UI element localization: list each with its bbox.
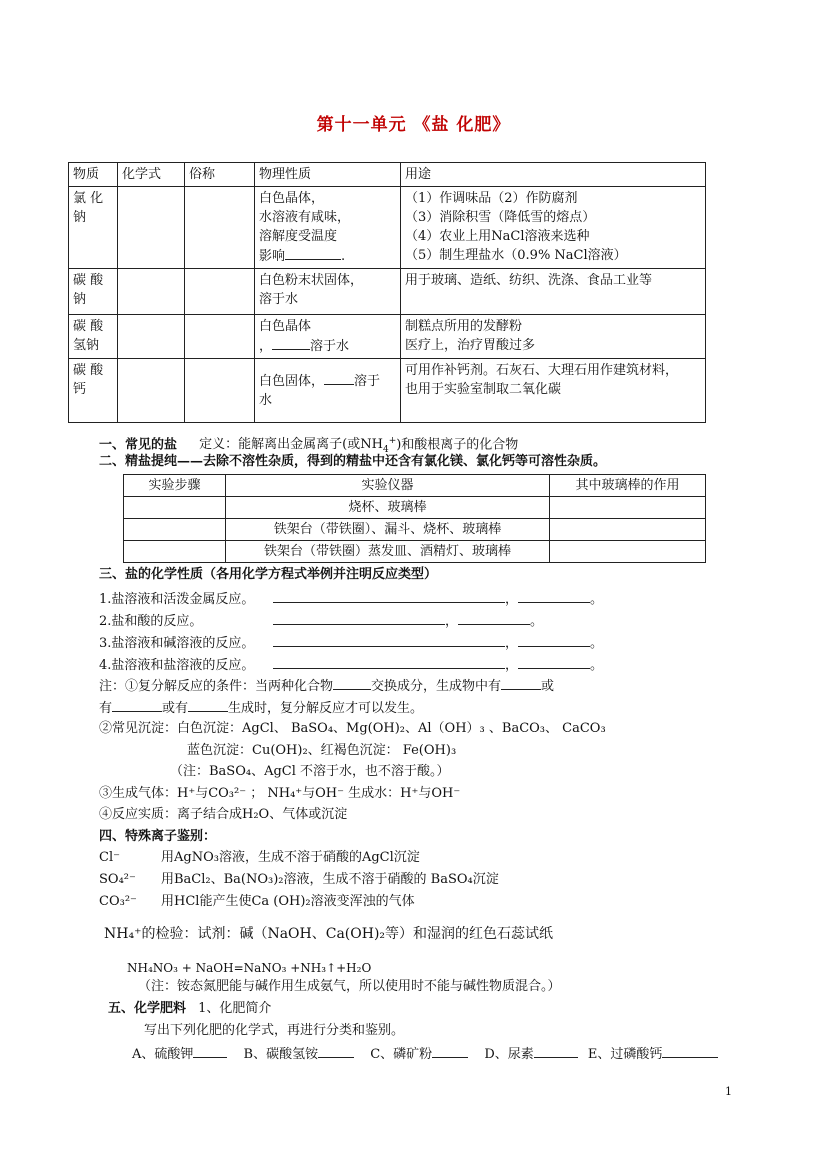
substance-cell: 氯 化钠 [69, 187, 118, 269]
ion-row: SO₄²⁻ 用BaCl₂、Ba(NO₃)₂溶液，生成不溶于硝酸的 BaSO₄沉淀 [99, 872, 499, 887]
header-cell: 物质 [69, 163, 118, 187]
rod-role-cell[interactable] [550, 541, 706, 563]
blank[interactable] [188, 698, 228, 712]
uses-cell: 用于玻璃、造纸、纺织、洗涤、食品工业等 [401, 269, 706, 315]
substance-cell: 碳 酸钙 [69, 359, 118, 423]
step-cell[interactable] [124, 497, 226, 519]
blank[interactable] [458, 611, 530, 625]
section-5-heading: 五、化学肥料 1、化肥简介 [108, 1001, 272, 1016]
section-2-heading: 二、精盐提纯——去除不溶性杂质，得到的精盐中还含有氯化镁、氯化钙等可溶性杂质。 [99, 454, 607, 469]
physical-cell: 白色晶体， 水溶液有咸味， 溶解度受温度 影响 . [255, 187, 401, 269]
table-row [69, 315, 706, 359]
step-cell[interactable] [124, 541, 226, 563]
blank[interactable] [534, 1044, 578, 1058]
substance-cell: 碳 酸钠 [69, 269, 118, 315]
ion-row: CO₃²⁻ 用HCl能产生使Ca (OH)₂溶液变浑浊的气体 [99, 894, 415, 909]
note-line-5: （注：BaSO₄、AgCl 不溶于水，也不溶于酸。） [170, 764, 450, 779]
fertilizer-intro: 写出下列化肥的化学式，再进行分类和鉴别。 [144, 1023, 405, 1038]
rod-role-cell[interactable] [550, 519, 706, 541]
note-line-1: 注：①复分解反应的条件：当两种化合物 交换成分，生成物中有 或 [99, 676, 554, 696]
table-row [124, 497, 706, 519]
uses-cell: （1）作调味品（2）作防腐剂 （3）消除积雪（降低雪的熔点） （4）农业上用NaCl溶液来选种 （5）制生理盐水（0.9% NaCl溶液） [401, 187, 706, 269]
apparatus-cell: 铁架台（带铁圈）蒸发皿、酒精灯、玻璃棒 [226, 541, 550, 563]
formula-cell[interactable] [118, 315, 185, 359]
reaction-equation: NH₄NO₃ + NaOH=NaNO₃ +NH₃↑+H₂O [127, 961, 372, 975]
physical-cell: 白色晶体 ， 溶于水 [255, 315, 401, 359]
physical-cell: 白色粉末状固体， 溶于水 [255, 269, 401, 315]
purification-table [123, 474, 706, 563]
table-row [69, 269, 706, 315]
page-title: 第十一单元 《盐 化肥》 [316, 115, 511, 135]
blank[interactable] [501, 676, 541, 690]
blank[interactable] [193, 1044, 227, 1058]
nh4-test: NH₄⁺的检验：试剂：碱（NaOH、Ca(OH)₂等）和湿润的红色石蕊试纸 [104, 926, 554, 942]
header-cell: 俗称 [185, 163, 255, 187]
blank[interactable] [518, 655, 590, 669]
header-cell: 实验仪器 [226, 475, 550, 497]
formula-cell[interactable] [118, 187, 185, 269]
blank[interactable] [273, 633, 505, 647]
ion-row: Cl⁻ 用AgNO₃溶液，生成不溶于硝酸的AgCl沉淀 [99, 850, 420, 865]
note-line-4: 蓝色沉淀：Cu(OH)₂、红褐色沉淀： Fe(OH)₃ [187, 743, 457, 758]
blank[interactable] [324, 371, 354, 385]
blank[interactable] [333, 676, 371, 690]
blank[interactable] [518, 633, 590, 647]
blank[interactable] [272, 336, 310, 350]
blank[interactable] [662, 1044, 718, 1058]
blank[interactable] [112, 698, 162, 712]
section-3-heading: 三、盐的化学性质（各用化学方程式举例并注明反应类型） [99, 567, 438, 582]
blank[interactable] [273, 655, 505, 669]
fertilizer-items: A、硫酸钾 B、碳酸氢铵 C、磷矿粉 D、尿素 E、过磷酸钙 [132, 1044, 718, 1064]
substance-cell: 碳 酸氢钠 [69, 315, 118, 359]
note-line-6: ③生成气体：H⁺与CO₃²⁻ ； NH₄⁺与OH⁻ 生成水：H⁺与OH⁻ [99, 786, 461, 801]
property-1: 1.盐溶液和活泼金属反应。 ， 。 [99, 589, 603, 609]
page-number: 1 [725, 1085, 732, 1098]
apparatus-cell: 烧杯、玻璃棒 [226, 497, 550, 519]
header-cell: 用途 [401, 163, 706, 187]
step-cell[interactable] [124, 519, 226, 541]
header-cell: 实验步骤 [124, 475, 226, 497]
blank[interactable] [318, 1044, 354, 1058]
table-row [69, 187, 706, 269]
property-3: 3.盐溶液和碱溶液的反应。 ， 。 [99, 633, 603, 653]
blank[interactable] [432, 1044, 468, 1058]
physical-cell: 白色固体， 溶于 水 [255, 359, 401, 423]
formula-cell[interactable] [118, 359, 185, 423]
blank[interactable] [273, 589, 505, 603]
uses-cell: 制糕点所用的发酵粉 医疗上，治疗胃酸过多 [401, 315, 706, 359]
table-row [124, 541, 706, 563]
common-name-cell[interactable] [185, 269, 255, 315]
nh4-note: （注：铵态氮肥能与碱作用生成氨气，所以使用时不能与碱性物质混合。） [138, 979, 561, 994]
note-line-2: 有 或有 生成时，复分解反应才可以发生。 [99, 698, 423, 718]
property-2: 2.盐和酸的反应。 ， 。 [99, 611, 543, 631]
common-name-cell[interactable] [185, 187, 255, 269]
header-cell: 其中玻璃棒的作用 [550, 475, 706, 497]
salts-table [68, 162, 706, 423]
table-row [124, 519, 706, 541]
common-name-cell[interactable] [185, 315, 255, 359]
note-line-3: ②常见沉淀：白色沉淀：AgCl、 BaSO₄、Mg(OH)₂、Al（OH）₃ 、BaCO₃、 CaCO₃ [99, 721, 606, 736]
formula-cell[interactable] [118, 269, 185, 315]
table-header-row [69, 163, 706, 187]
blank[interactable] [285, 246, 341, 260]
header-cell: 化学式 [118, 163, 185, 187]
apparatus-cell: 铁架台（带铁圈）、漏斗、烧杯、玻璃棒 [226, 519, 550, 541]
property-4: 4.盐溶液和盐溶液的反应。 ， 。 [99, 655, 603, 675]
section-4-heading: 四、特殊离子鉴别： [99, 829, 217, 844]
note-line-7: ④反应实质：离子结合成H₂O、气体或沉淀 [99, 807, 348, 822]
rod-role-cell[interactable] [550, 497, 706, 519]
table-header-row [124, 475, 706, 497]
uses-cell: 可用作补钙剂。石灰石、大理石用作建筑材料， 也用于实验室制取二氧化碳 [401, 359, 706, 423]
blank[interactable] [518, 589, 590, 603]
blank[interactable] [273, 611, 445, 625]
table-row [69, 359, 706, 423]
section-1: 一、常见的盐 定义：能解离出金属离子(或$NH_4^+$)和酸根离子的化合物 [99, 436, 519, 455]
common-name-cell[interactable] [185, 359, 255, 423]
header-cell: 物理性质 [255, 163, 401, 187]
